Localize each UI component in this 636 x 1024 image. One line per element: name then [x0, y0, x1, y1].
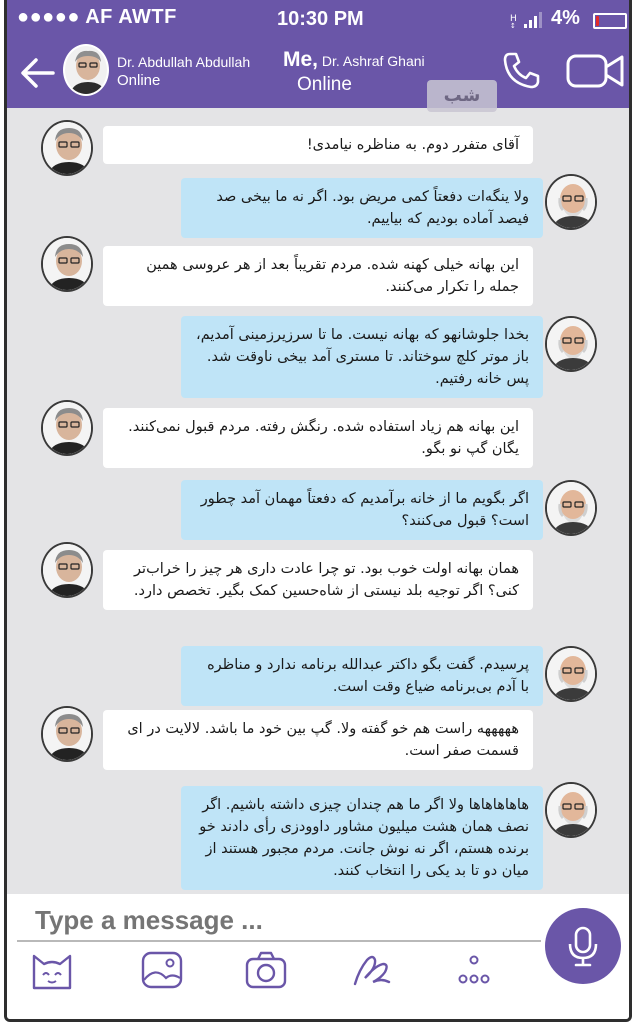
message-input[interactable]	[35, 902, 505, 938]
message-row	[7, 116, 632, 176]
message-row	[7, 398, 632, 470]
signal-bar	[539, 12, 542, 28]
carrier-label: ●●●●● AF AWTF	[17, 6, 177, 28]
me-label: Me,	[283, 48, 319, 71]
image-icon[interactable]	[139, 948, 185, 992]
battery-percent: 4%	[551, 7, 580, 29]
message-row	[7, 786, 632, 886]
message-bubble-incoming[interactable]: این بهانه هم زیاد استفاده شده. رنگش رفته. مردم قبول نمی‌کنند. یگان گپ نو بگو.	[103, 408, 533, 468]
doodle-icon[interactable]	[349, 948, 395, 992]
svg-text:↕: ↕	[510, 22, 516, 28]
arrow-left-icon[interactable]	[19, 56, 55, 90]
ghani-avatar	[545, 646, 597, 702]
ghani-avatar	[545, 174, 597, 230]
ghani-avatar	[545, 480, 597, 536]
message-row	[7, 174, 632, 240]
message-row	[7, 704, 632, 776]
message-bubble-incoming[interactable]: آقای متفرر دوم. به مناظره نیامدی!	[103, 126, 533, 164]
mic-button[interactable]	[545, 908, 621, 984]
contact-status: Online	[117, 72, 161, 89]
message-bubble-incoming[interactable]: هههههه راست هم خو گفته ولا. گپ بین خود ما باشد. لالایت در ای قسمت صفر است.	[103, 710, 533, 770]
watermark-logo: شب	[427, 80, 497, 112]
message-bubble-outgoing[interactable]: هاهاهاهاها ولا اگر ما هم چندان چیزی داشته باشیم. اگر نصف همان هشت میلیون مشاور داوودزی رأی دادند خو برنده هستم، اگر نه نوش جانت. مردم مجبور هستند از میان دو تا بد یکی را انتخاب کنند.	[181, 786, 543, 890]
ghani-avatar	[545, 782, 597, 838]
signal-icon	[510, 10, 546, 28]
message-bubble-outgoing[interactable]: پرسیدم. گفت بگو داکتر عبدالله برنامه ندارد و مناظره با آدم بی‌برنامه ضیاع وقت است.	[181, 646, 543, 706]
message-bubble-outgoing[interactable]: بخدا جلوشانهو که بهانه نیست. ما تا سرزیرزمینی آمدیم، باز موتر کلچ سوختاند. تا مستری آمد بیخی ناوقت شد. پس خانه رفتیم.	[181, 316, 543, 398]
battery-icon	[593, 13, 627, 29]
message-bubble-incoming[interactable]: همان بهانه اولت خوب بود. تو چرا عادت داری هر چیز را خراب‌تر کنی؟ اگر توجیه بلد نیستی از شاه‌حسین کمک بگیر. تخصص دارد.	[103, 550, 533, 610]
message-bubble-outgoing[interactable]: ولا ینگه‌ات دفعتاً کمی مریض بود. اگر نه ما بیخی صد فیصد آماده بودیم که بیاییم.	[181, 178, 543, 238]
signal-bar	[524, 24, 527, 28]
svg-text:H: H	[510, 14, 517, 24]
phone-icon[interactable]	[501, 50, 541, 90]
status-bar	[7, 4, 629, 32]
message-row	[7, 480, 632, 540]
my-status: Online	[297, 74, 352, 95]
my-name	[283, 48, 425, 72]
message-row	[7, 646, 632, 706]
ghani-avatar	[545, 316, 597, 372]
cat-face-icon[interactable]	[29, 948, 75, 992]
more-dots-icon[interactable]	[451, 948, 497, 992]
phone-frame	[4, 0, 632, 1022]
message-bubble-incoming[interactable]: این بهانه خیلی کهنه شده. مردم تقریباً بعد از هر عروسی همین جمله را تکرار می‌کنند.	[103, 246, 533, 306]
app-header	[7, 0, 629, 108]
message-row	[7, 542, 632, 638]
abdullah-avatar	[41, 400, 93, 456]
battery-level	[596, 16, 599, 26]
signal-bar	[529, 20, 532, 28]
microphone-icon	[545, 908, 621, 984]
me-name-text: Dr. Ashraf Ghani	[321, 53, 425, 69]
contact-avatar[interactable]	[63, 44, 109, 96]
camera-icon[interactable]	[243, 948, 289, 992]
message-row	[7, 232, 632, 304]
abdullah-avatar	[41, 542, 93, 598]
abdullah-avatar	[41, 236, 93, 292]
message-composer	[7, 894, 629, 1022]
abdullah-avatar	[41, 120, 93, 176]
input-underline	[17, 940, 541, 942]
message-row	[7, 316, 632, 398]
signal-bar	[534, 16, 537, 28]
message-bubble-outgoing[interactable]: اگر بگویم ما از خانه برآمدیم که دفعتاً مهمان آمد چطور است؟ قبول می‌کنند؟	[181, 480, 543, 540]
message-list[interactable]	[7, 108, 629, 894]
abdullah-avatar	[41, 706, 93, 762]
clock: 10:30 PM	[277, 8, 364, 30]
video-camera-icon[interactable]	[565, 52, 625, 90]
contact-name[interactable]: Dr. Abdullah Abdullah	[117, 54, 251, 70]
